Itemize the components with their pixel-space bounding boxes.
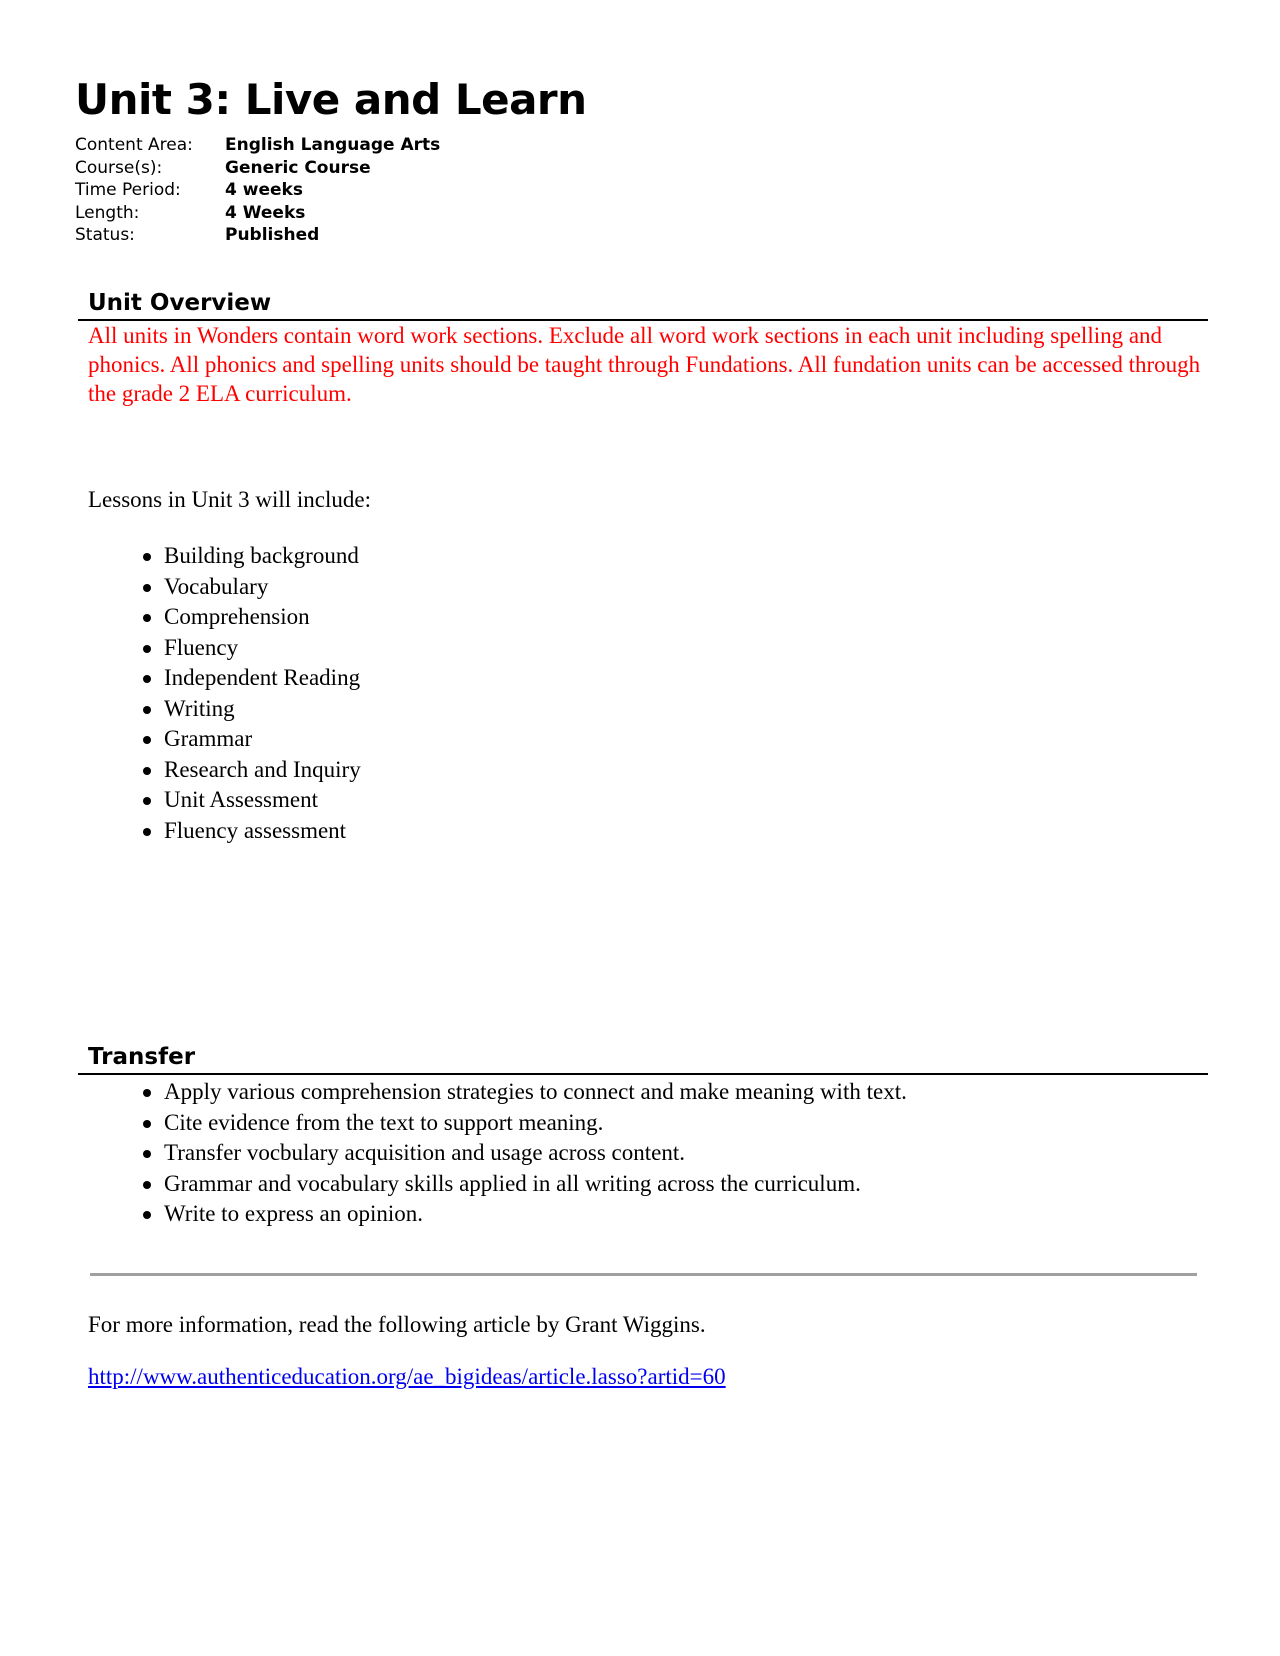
meta-row-content-area [75,134,440,157]
list-item: Fluency [140,633,361,664]
list-item: Building background [140,541,361,572]
article-link[interactable]: http://www.authenticeducation.org/ae_bigideas/article.lasso?artid=60 [88,1364,726,1389]
meta-row-courses [75,157,440,180]
list-item: Independent Reading [140,663,361,694]
page-title: Unit 3: Live and Learn [75,75,587,124]
lessons-list [140,541,361,846]
list-item: Vocabulary [140,572,361,603]
list-item: Writing [140,694,361,725]
lessons-intro: Lessons in Unit 3 will include: [88,487,372,512]
transfer-heading: Transfer [78,1042,1208,1075]
unit-metadata [75,134,440,247]
meta-label: Time Period: [75,180,181,200]
meta-value: Published [225,225,320,245]
list-item: Fluency assessment [140,816,361,847]
list-item: Cite evidence from the text to support meaning. [140,1108,907,1139]
unit-overview-heading: Unit Overview [78,288,1208,321]
overview-note: All units in Wonders contain word work sections. Exclude all word work sections in each unit including spelling and phonics. All phonics and spelling units should be taught through Fundations. All fundation units can be accessed through the grade 2 ELA curriculum. [88,323,1201,406]
list-item: Write to express an opinion. [140,1199,907,1230]
meta-value: 4 weeks [225,180,303,200]
meta-label: Course(s): [75,157,163,178]
meta-label: Content Area: [75,135,193,155]
list-item: Unit Assessment [140,785,361,816]
meta-label: Length: [75,202,140,223]
list-item: Comprehension [140,602,361,633]
meta-label: Status: [75,225,135,245]
meta-row-status [75,224,440,247]
transfer-list [140,1077,907,1230]
list-item: Apply various comprehension strategies to connect and make meaning with text. [140,1077,907,1108]
more-info-text: For more information, read the following article by Grant Wiggins. [88,1312,706,1337]
horizontal-divider [90,1273,1197,1276]
meta-row-length [75,202,440,225]
list-item: Grammar and vocabulary skills applied in all writing across the curriculum. [140,1169,907,1200]
meta-value: English Language Arts [225,135,441,155]
meta-value: 4 Weeks [225,202,306,223]
meta-value: Generic Course [225,157,371,178]
list-item: Research and Inquiry [140,755,361,786]
list-item: Transfer vocbulary acquisition and usage across content. [140,1138,907,1169]
list-item: Grammar [140,724,361,755]
meta-row-time-period [75,179,440,202]
